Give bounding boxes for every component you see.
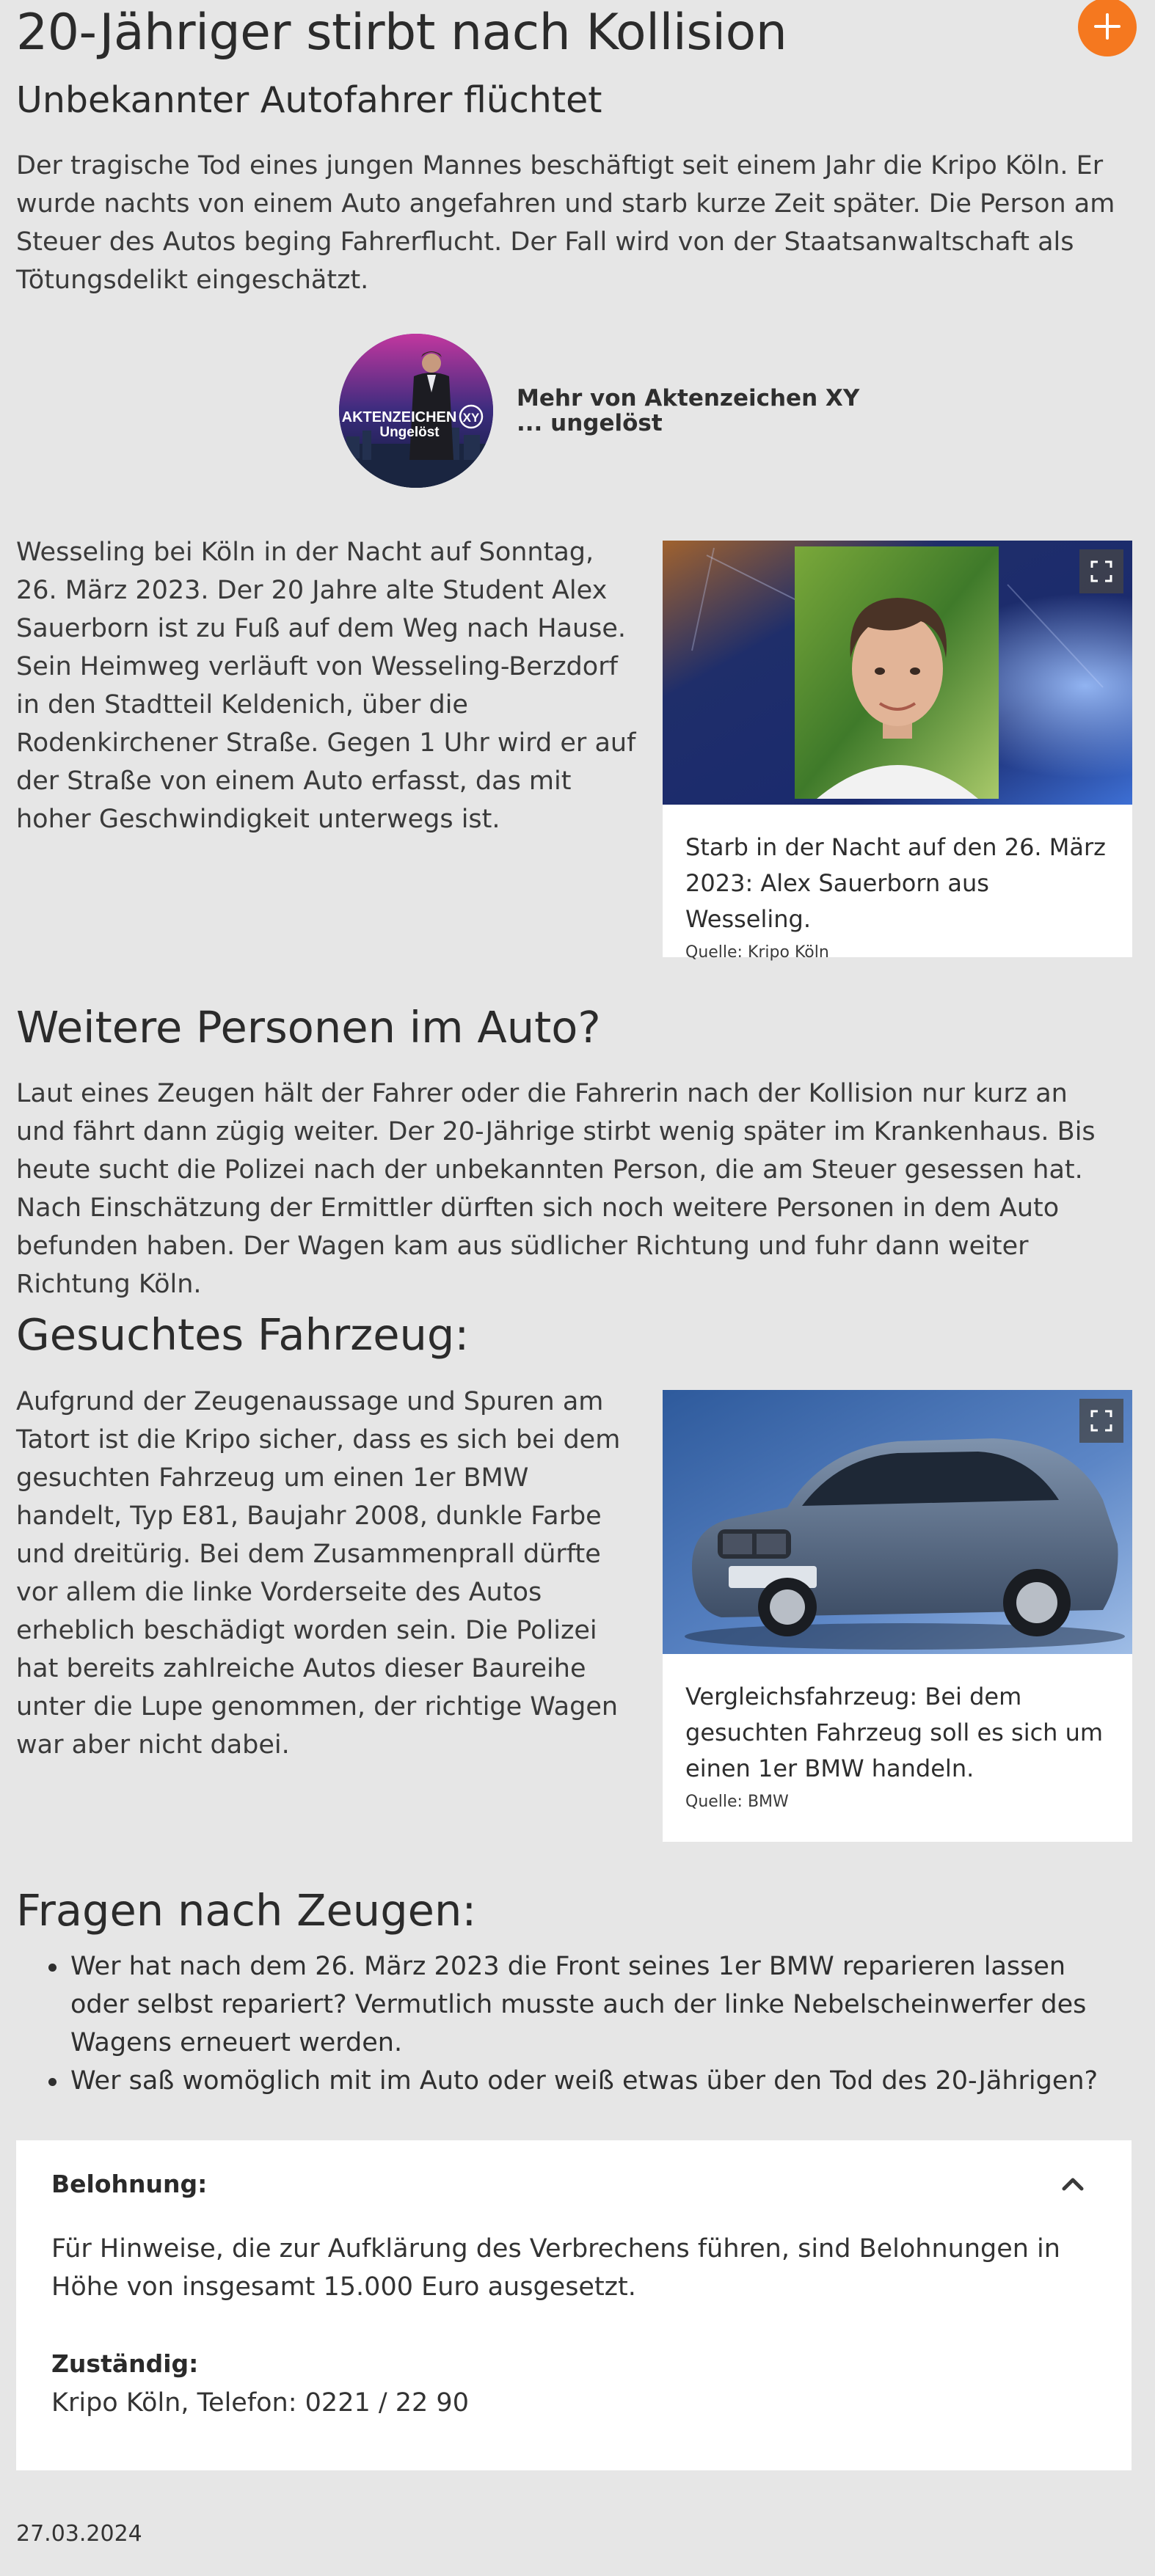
list-item: Wer hat nach dem 26. März 2023 die Front seines 1er BMW reparieren lassen oder selbst repariert? Vermutlich musste auch der linke Nebelscheinwerfer des Wagens erneuert werden. xyxy=(45,1947,1132,2062)
victim-photo[interactable] xyxy=(663,541,1132,805)
more-from-label-line1: Mehr von Aktenzeichen XY xyxy=(517,385,860,411)
expand-fullscreen-icon[interactable] xyxy=(1079,549,1123,593)
reward-text: Für Hinweise, die zur Aufklärung des Verbrechens führen, sind Belohnungen in Höhe von insgesamt 15.000 Euro ausgesetzt. xyxy=(51,2234,1060,2302)
show-logo-xy: XY xyxy=(462,411,480,425)
reward-panel xyxy=(16,2140,1132,2470)
more-from-link[interactable] xyxy=(339,334,859,488)
figure-victim xyxy=(663,541,1132,962)
show-logo-subtext: Ungelöst xyxy=(379,425,440,440)
responsible-heading: Zuständig: xyxy=(51,2349,199,2378)
add-plus-icon[interactable] xyxy=(1078,0,1137,56)
figure-caption: Starb in der Nacht auf den 26. März 2023: Alex Sauerborn aus Wesseling. xyxy=(685,833,1106,933)
publish-date: 27.03.2024 xyxy=(16,2521,142,2547)
section-heading-vehicle: Gesuchtes Fahrzeug: xyxy=(16,1309,470,1360)
section-heading-witnesses: Fragen nach Zeugen: xyxy=(16,1885,477,1936)
page-title: 20-Jähriger stirbt nach Kollision xyxy=(16,4,787,62)
body-paragraph-3: Aufgrund der Zeugenaussage und Spuren am Tatort ist die Kripo sicher, dass es sich bei dem gesuchten Fahrzeug um einen 1er BMW handelt, Typ E81, Baujahr 2008, dunkle Farbe und dreitürig. Bei dem Zusammenprall dürfte vor allem die linke Vorderseite des Autos erheblich beschädigt worden sein. Die Polizei hat bereits zahlreiche Autos dieser Baureihe unter die Lupe genommen, der richtige Wagen war aber nicht dabei. xyxy=(16,1387,621,1760)
more-from-label[interactable] xyxy=(517,386,859,436)
victim-photo-image xyxy=(663,541,1132,805)
intro-paragraph: Der tragische Tod eines jungen Mannes beschäftigt seit einem Jahr die Kripo Köln. Er wurde nachts von einem Auto angefahren und starb kurze Zeit später. Die Person am Steuer des Autos beging Fahrerflucht. Der Fall wird von der Staatsanwaltschaft als Tötungsdelikt eingeschätzt. xyxy=(16,151,1115,295)
vehicle-photo-image xyxy=(663,1390,1132,1654)
section-heading-persons: Weitere Personen im Auto? xyxy=(16,1002,601,1053)
responsible-contact: Kripo Köln, Telefon: 0221 / 22 90 xyxy=(51,2388,469,2418)
body-paragraph-2: Laut eines Zeugen hält der Fahrer oder die Fahrerin nach der Kollision nur kurz an und fährt dann zügig weiter. Der 20-Jährige stirbt wenig später im Krankenhaus. Bis heute sucht die Polizei nach der unbekannten Person, die am Steuer gesessen hat. Nach Einschätzung der Ermittler dürften sich noch weitere Personen in dem Auto befunden haben. Der Wagen kam aus südlicher Richtung und fuhr dann weiter Richtung Köln. xyxy=(16,1079,1096,1299)
figure-vehicle xyxy=(663,1390,1132,1842)
show-logo-image xyxy=(339,334,493,488)
body-paragraph-1: Wesseling bei Köln in der Nacht auf Sonntag, 26. März 2023. Der 20 Jahre alte Student Alex Sauerborn ist zu Fuß auf dem Weg nach Hause. Sein Heimweg verläuft von Wesseling-Berzdorf in den Stadtteil Keldenich, über die Rodenkirchener Straße. Gegen 1 Uhr wird er auf der Straße von einem Auto erfasst, das mit hoher Geschwindigkeit unterwegs ist. xyxy=(16,538,636,834)
witness-questions-list xyxy=(45,1947,1132,2100)
show-logo-text: AKTENZEICHEN xyxy=(341,409,457,425)
figure-source: Quelle: Kripo Köln xyxy=(685,943,829,962)
more-from-label-line2: ... ungelöst xyxy=(517,410,663,436)
list-item: Wer saß womöglich mit im Auto oder weiß etwas über den Tod des 20-Jährigen? xyxy=(45,2062,1132,2100)
reward-heading[interactable]: Belohnung: xyxy=(51,2170,208,2198)
vehicle-photo[interactable] xyxy=(663,1390,1132,1654)
figure-source: Quelle: BMW xyxy=(685,1793,789,1811)
chevron-up-icon[interactable] xyxy=(1057,2168,1089,2200)
show-logo-avatar xyxy=(339,334,493,488)
figure-caption: Vergleichsfahrzeug: Bei dem gesuchten Fahrzeug soll es sich um einen 1er BMW handeln. xyxy=(685,1683,1104,1782)
expand-fullscreen-icon[interactable] xyxy=(1079,1399,1123,1443)
page-subtitle: Unbekannter Autofahrer flüchtet xyxy=(16,79,602,121)
